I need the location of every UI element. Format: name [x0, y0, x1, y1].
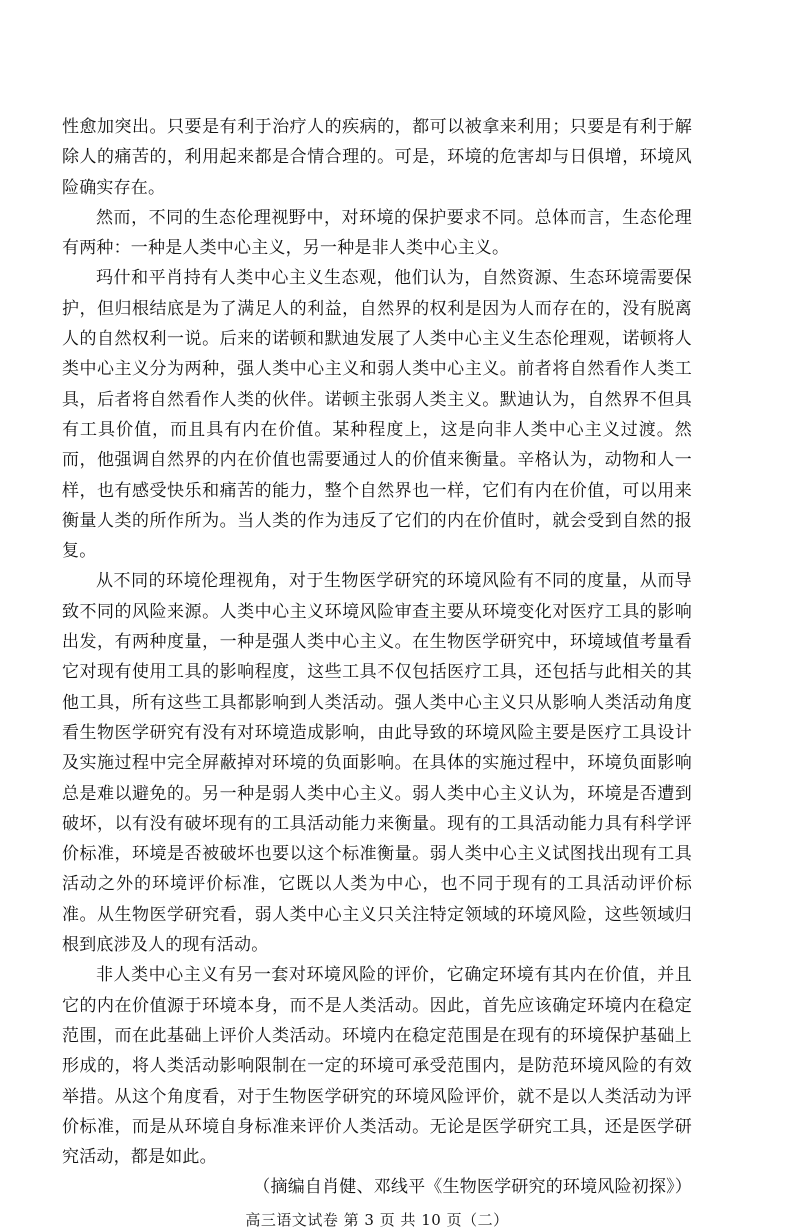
- paragraph-5: 非人类中心主义有另一套对环境风险的评价，它确定环境有其内在价值，并且它的内在价值源于环境本身，而不是人类活动。因此，首先应该确定环境内在稳定范围，而在此基础上评价人类活动。环境内在稳定范围是在现有的环境保护基础上形成的，将人类活动影响限制在一定的环境可承受范围内，是防范环境风险的有效举措。从这个角度看，对于生物医学研究的环境风险评价，就不是以人类活动为评价标准，而是从环境自身标准来评价人类活动。无论是医学研究工具，还是医学研究活动，都是如此。: [62, 965, 692, 1168]
- paragraph-4: 从不同的环境伦理视角，对于生物医学研究的环境风险有不同的度量，从而导致不同的风险来源。人类中心主义环境风险审查主要从环境变化对医疗工具的影响出发，有两种度量，一种是强人类中心主义。在生物医学研究中，环境域值考量看它对现有使用工具的影响程度，这些工具不仅包括医疗工具，还包括与此相关的其他工具，所有这些工具都影响到人类活动。强人类中心主义只从影响人类活动角度看生物医学研究有没有对环境造成影响，由此导致的环境风险主要是医疗工具设计及实施过程中完全屏蔽掉对环境的负面影响。在具体的实施过程中，环境负面影响总是难以避免的。另一种是弱人类中心主义。弱人类中心主义认为，环境是否遭到破坏，以有没有破坏现有的工具活动能力来衡量。现有的工具活动能力具有科学评价标准，环境是否被破坏也要以这个标准衡量。弱人类中心主义试图找出现有工具活动之外的环境评价标准，它既以人类为中心，也不同于现有的工具活动评价标准。从生物医学研究看，弱人类中心主义只关注特定领域的环境风险，这些领域归根到底涉及人的现有活动。: [62, 571, 692, 956]
- source-citation: （摘编自肖健、邓线平《生物医学研究的环境风险初探》）: [253, 1177, 692, 1198]
- paragraph-1: 性愈加突出。只要是有利于治疗人的疾病的，都可以被拿来利用；只要是有利于解除人的痛苦的，利用起来都是合情合理的。可是，环境的危害却与日俱增，环境风险确实存在。: [62, 117, 692, 198]
- page-footer: 高三语文试卷 第 3 页 共 10 页（二）: [245, 1210, 509, 1229]
- article-body: [62, 112, 692, 1231]
- paragraph-3: 玛什和平肖持有人类中心主义生态观，他们认为，自然资源、生态环境需要保护，但归根结底是为了满足人的利益，自然界的权利是因为人而存在的，没有脱离人的自然权利一说。后来的诺顿和默迪发展了人类中心主义生态伦理观，诺顿将人类中心主义分为两种，强人类中心主义和弱人类中心主义。前者将自然看作人类工具，后者将自然看作人类的伙伴。诺顿主张弱人类主义。默迪认为，自然界不但具有工具价值，而且具有内在价值。某种程度上，这是向非人类中心主义过渡。然而，他强调自然界的内在价值也需要通过人的价值来衡量。辛格认为，动物和人一样，也有感受快乐和痛苦的能力，整个自然界也一样，它们有内在价值，可以用来衡量人类的所作所为。当人类的作为违反了它们的内在价值时，就会受到自然的报复。: [62, 268, 692, 562]
- paragraph-2: 然而，不同的生态伦理视野中，对环境的保护要求不同。总体而言，生态伦理有两种：一种是人类中心主义，另一种是非人类中心主义。: [62, 207, 692, 259]
